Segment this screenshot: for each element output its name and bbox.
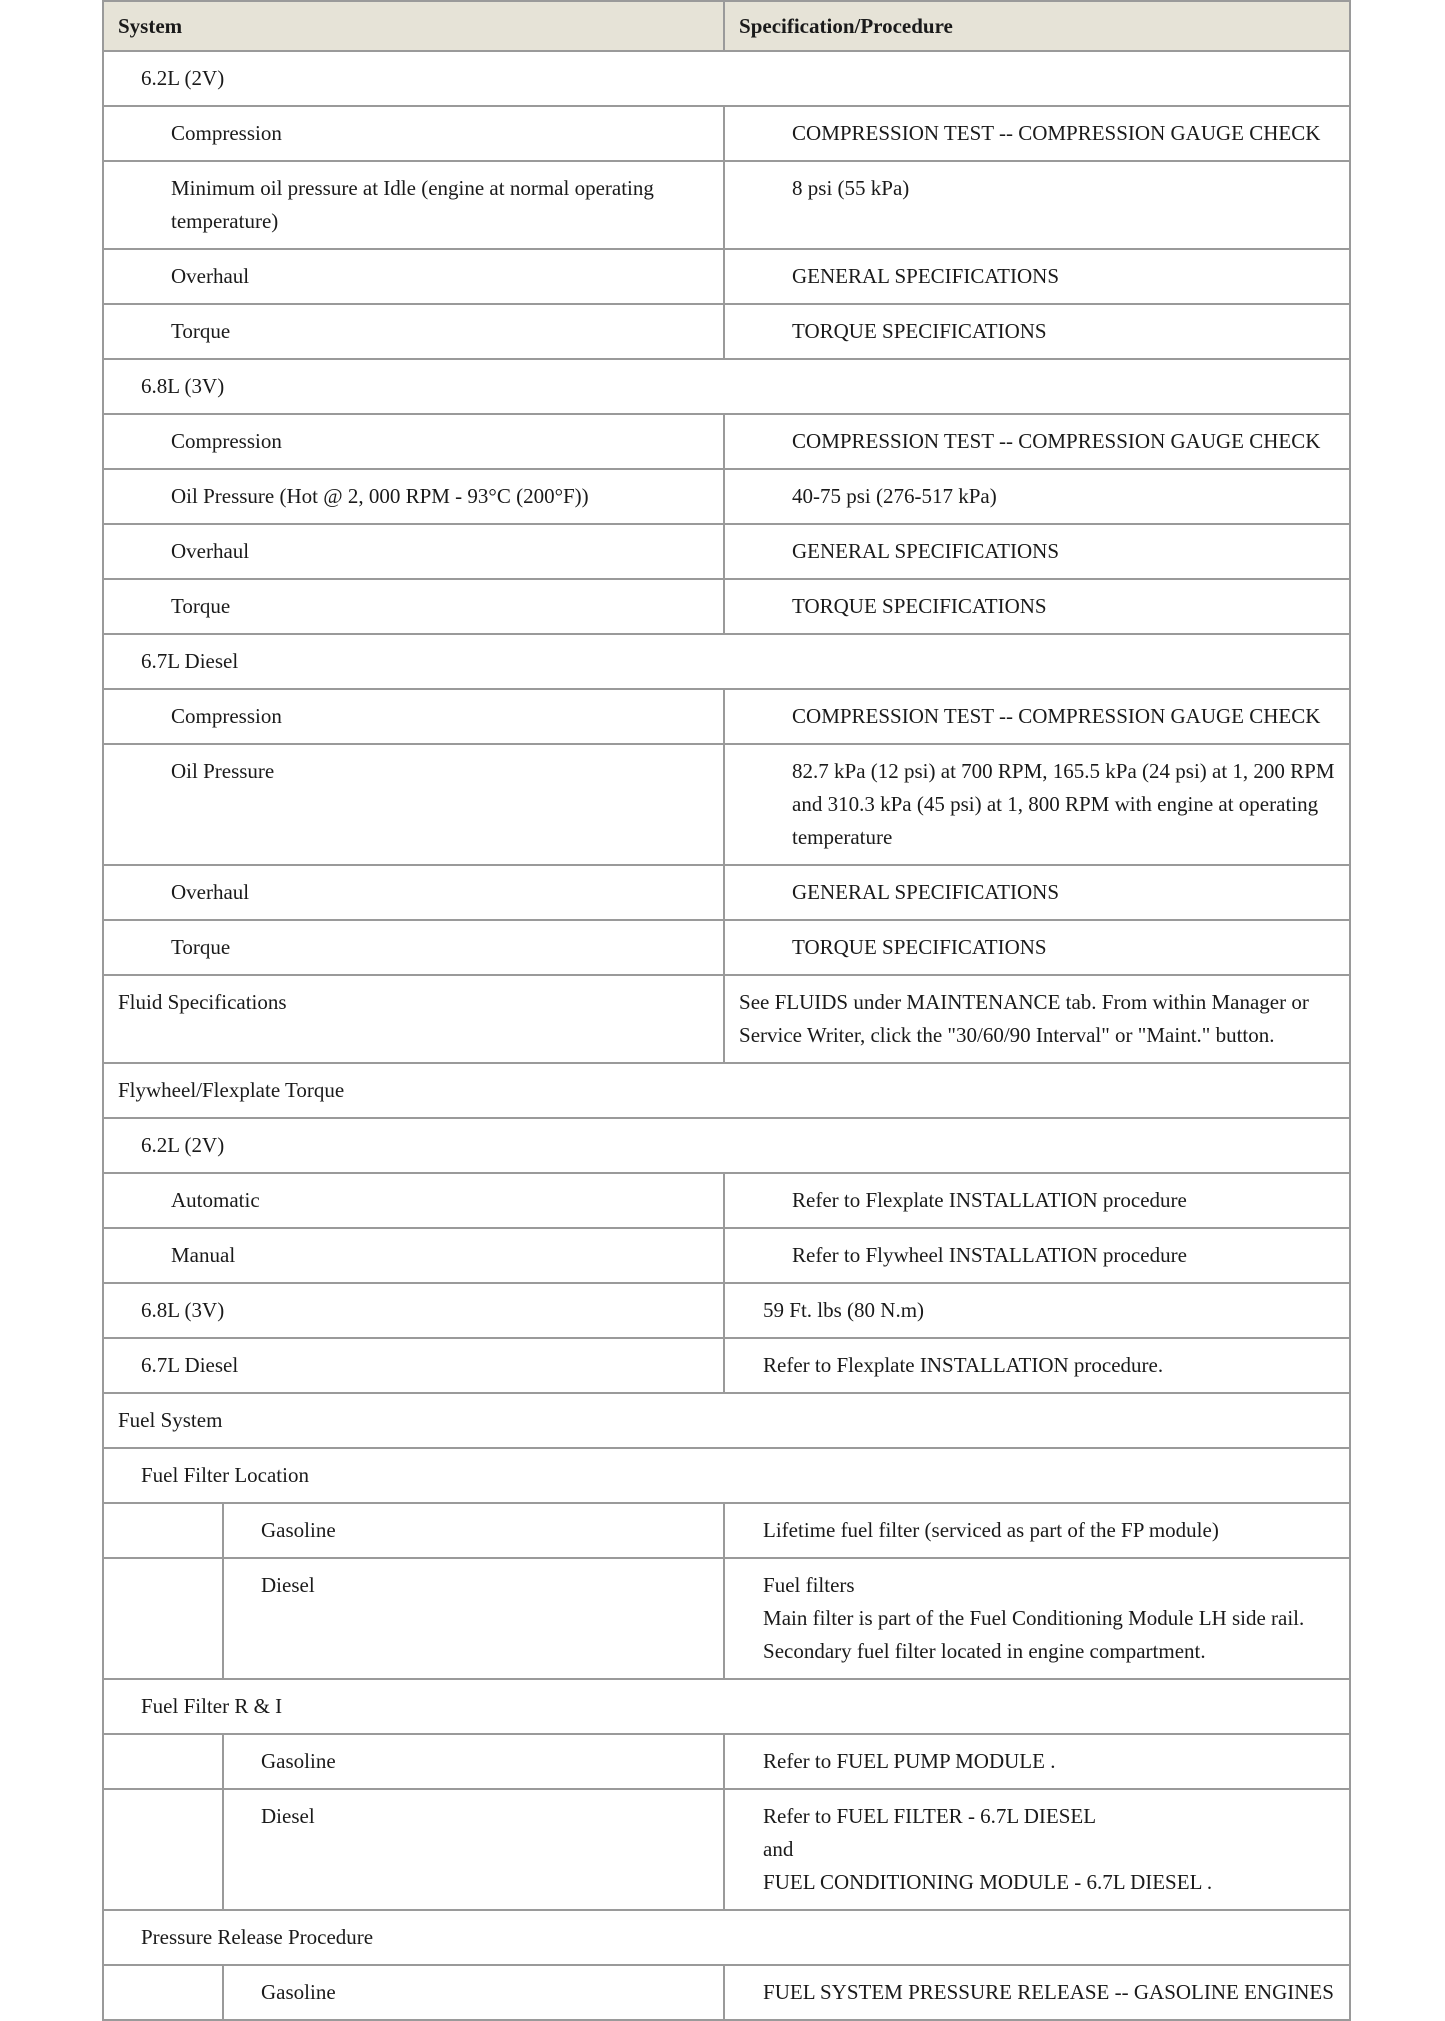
table-row xyxy=(103,304,1350,359)
system-label: Gasoline xyxy=(261,1518,336,1542)
spec-cell xyxy=(724,106,1350,161)
system-label: 6.8L (3V) xyxy=(141,1298,225,1322)
group-heading-label: Fuel Filter Location xyxy=(141,1463,309,1487)
table-row xyxy=(103,634,1350,689)
spec-cell xyxy=(724,1503,1350,1558)
spec-value: Lifetime fuel filter (serviced as part of the FP module) xyxy=(763,1518,1219,1542)
group-heading-label: 6.2L (2V) xyxy=(141,1133,225,1157)
table-row xyxy=(103,865,1350,920)
spec-value: TORQUE SPECIFICATIONS xyxy=(792,935,1047,959)
spec-cell xyxy=(724,1283,1350,1338)
table-row xyxy=(103,249,1350,304)
system-cell xyxy=(103,469,724,524)
system-label: Diesel xyxy=(261,1573,315,1597)
spec-value: COMPRESSION TEST -- COMPRESSION GAUGE CHECK xyxy=(792,121,1321,145)
spec-cell xyxy=(724,865,1350,920)
table-row xyxy=(103,469,1350,524)
table-row xyxy=(103,1118,1350,1173)
table-row xyxy=(103,1063,1350,1118)
header-spec: Specification/Procedure xyxy=(724,1,1350,51)
group-heading-label: Fuel Filter R & I xyxy=(141,1694,283,1718)
empty-cell xyxy=(103,1503,223,1558)
spec-cell xyxy=(724,920,1350,975)
spec-cell xyxy=(724,1965,1350,2020)
group-heading xyxy=(103,1393,1350,1448)
system-cell xyxy=(223,1558,724,1679)
spec-value: COMPRESSION TEST -- COMPRESSION GAUGE CHECK xyxy=(792,429,1321,453)
system-label: Overhaul xyxy=(171,880,250,904)
table-row xyxy=(103,1789,1350,1910)
group-heading-label: 6.7L Diesel xyxy=(141,649,239,673)
table-row xyxy=(103,689,1350,744)
system-cell xyxy=(103,1283,724,1338)
empty-cell xyxy=(103,1734,223,1789)
system-label: Automatic xyxy=(171,1188,260,1212)
spec-value: COMPRESSION TEST -- COMPRESSION GAUGE CHECK xyxy=(792,704,1321,728)
spec-value: GENERAL SPECIFICATIONS xyxy=(792,880,1060,904)
table-row xyxy=(103,414,1350,469)
empty-cell xyxy=(103,1789,223,1910)
spec-cell xyxy=(724,1173,1350,1228)
group-heading-label: 6.2L (2V) xyxy=(141,66,225,90)
system-cell xyxy=(103,865,724,920)
spec-value: FUEL SYSTEM PRESSURE RELEASE -- GASOLINE ENGINES xyxy=(763,1980,1334,2004)
group-heading-label: Flywheel/Flexplate Torque xyxy=(118,1078,345,1102)
system-cell xyxy=(103,920,724,975)
table-row xyxy=(103,1679,1350,1734)
table-row xyxy=(103,744,1350,865)
spec-value: Refer to Flexplate INSTALLATION procedure. xyxy=(763,1353,1164,1377)
system-cell xyxy=(223,1503,724,1558)
system-cell xyxy=(103,414,724,469)
system-cell xyxy=(103,304,724,359)
system-label: Compression xyxy=(171,704,282,728)
table-row xyxy=(103,1173,1350,1228)
spec-cell xyxy=(724,1558,1350,1679)
system-cell xyxy=(223,1789,724,1910)
system-label: Minimum oil pressure at Idle (engine at normal operating temperature) xyxy=(171,176,654,233)
system-cell xyxy=(103,161,724,249)
group-heading xyxy=(103,1910,1350,1965)
system-cell xyxy=(223,1734,724,1789)
spec-value: Refer to FUEL FILTER - 6.7L DIESEL and FUEL CONDITIONING MODULE - 6.7L DIESEL . xyxy=(763,1804,1213,1894)
spec-value: 59 Ft. lbs (80 N.m) xyxy=(763,1298,925,1322)
spec-cell xyxy=(724,744,1350,865)
spec-table-body xyxy=(103,51,1350,2020)
table-row xyxy=(103,1734,1350,1789)
spec-cell xyxy=(724,161,1350,249)
system-label: Torque xyxy=(171,935,231,959)
spec-cell xyxy=(724,975,1350,1063)
system-label: Overhaul xyxy=(171,264,250,288)
header-row xyxy=(103,1,1350,51)
system-label: Diesel xyxy=(261,1804,315,1828)
group-heading xyxy=(103,51,1350,106)
table-row xyxy=(103,106,1350,161)
system-label: Oil Pressure xyxy=(171,759,275,783)
spec-cell xyxy=(724,579,1350,634)
system-label: Torque xyxy=(171,319,231,343)
table-row xyxy=(103,975,1350,1063)
spec-cell xyxy=(724,1338,1350,1393)
group-heading xyxy=(103,634,1350,689)
spec-cell xyxy=(724,1228,1350,1283)
spec-value: TORQUE SPECIFICATIONS xyxy=(792,319,1047,343)
table-row xyxy=(103,359,1350,414)
spec-cell xyxy=(724,414,1350,469)
system-label: Gasoline xyxy=(261,1980,336,2004)
table-row xyxy=(103,51,1350,106)
system-cell xyxy=(103,524,724,579)
spec-value: See FLUIDS under MAINTENANCE tab. From within Manager or Service Writer, click the "30/60/90 Interval" or "Maint." button. xyxy=(739,990,1309,1047)
system-label: Overhaul xyxy=(171,539,250,563)
table-row xyxy=(103,161,1350,249)
system-cell xyxy=(103,1228,724,1283)
group-heading xyxy=(103,1063,1350,1118)
table-row xyxy=(103,1448,1350,1503)
spec-cell xyxy=(724,249,1350,304)
table-row xyxy=(103,1558,1350,1679)
empty-cell xyxy=(103,1558,223,1679)
system-cell xyxy=(223,1965,724,2020)
system-cell xyxy=(103,1173,724,1228)
system-label: Fluid Specifications xyxy=(118,990,287,1014)
table-row xyxy=(103,920,1350,975)
system-cell xyxy=(103,579,724,634)
spec-value: 82.7 kPa (12 psi) at 700 RPM, 165.5 kPa (24 psi) at 1, 200 RPM and 310.3 kPa (45 psi) at 1, 800 RPM with engine at operating temperature xyxy=(792,759,1335,849)
system-label: Gasoline xyxy=(261,1749,336,1773)
spec-value: Refer to FUEL PUMP MODULE . xyxy=(763,1749,1056,1773)
table-row xyxy=(103,1965,1350,2020)
system-label: Manual xyxy=(171,1243,236,1267)
system-label: Compression xyxy=(171,121,282,145)
system-label: Oil Pressure (Hot @ 2, 000 RPM - 93°C (200°F)) xyxy=(171,484,589,508)
system-cell xyxy=(103,249,724,304)
spec-cell xyxy=(724,469,1350,524)
table-row xyxy=(103,1228,1350,1283)
system-cell xyxy=(103,975,724,1063)
spec-cell xyxy=(724,524,1350,579)
table-row xyxy=(103,1338,1350,1393)
table-row xyxy=(103,1393,1350,1448)
system-label: Torque xyxy=(171,594,231,618)
system-cell xyxy=(103,744,724,865)
system-label: Compression xyxy=(171,429,282,453)
spec-cell xyxy=(724,1789,1350,1910)
group-heading xyxy=(103,1679,1350,1734)
spec-cell xyxy=(724,1734,1350,1789)
group-heading xyxy=(103,1448,1350,1503)
table-row xyxy=(103,1503,1350,1558)
spec-value: GENERAL SPECIFICATIONS xyxy=(792,539,1060,563)
spec-value: Refer to Flexplate INSTALLATION procedure xyxy=(792,1188,1187,1212)
table-row xyxy=(103,524,1350,579)
table-row xyxy=(103,1910,1350,1965)
group-heading-label: Pressure Release Procedure xyxy=(141,1925,374,1949)
table-row xyxy=(103,1283,1350,1338)
system-cell xyxy=(103,689,724,744)
system-cell xyxy=(103,1338,724,1393)
spec-table xyxy=(102,0,1351,2021)
table-row xyxy=(103,579,1350,634)
system-label: 6.7L Diesel xyxy=(141,1353,239,1377)
spec-value: 8 psi (55 kPa) xyxy=(792,176,910,200)
group-heading-label: Fuel System xyxy=(118,1408,223,1432)
group-heading xyxy=(103,359,1350,414)
spec-value: GENERAL SPECIFICATIONS xyxy=(792,264,1060,288)
spec-value: Refer to Flywheel INSTALLATION procedure xyxy=(792,1243,1187,1267)
empty-cell xyxy=(103,1965,223,2020)
group-heading-label: 6.8L (3V) xyxy=(141,374,225,398)
header-system: System xyxy=(103,1,724,51)
spec-cell xyxy=(724,304,1350,359)
spec-value: 40-75 psi (276-517 kPa) xyxy=(792,484,997,508)
group-heading xyxy=(103,1118,1350,1173)
spec-value: TORQUE SPECIFICATIONS xyxy=(792,594,1047,618)
system-cell xyxy=(103,106,724,161)
spec-cell xyxy=(724,689,1350,744)
spec-value: Fuel filters Main filter is part of the Fuel Conditioning Module LH side rail. Secondary fuel filter located in engine compartment. xyxy=(763,1573,1305,1663)
